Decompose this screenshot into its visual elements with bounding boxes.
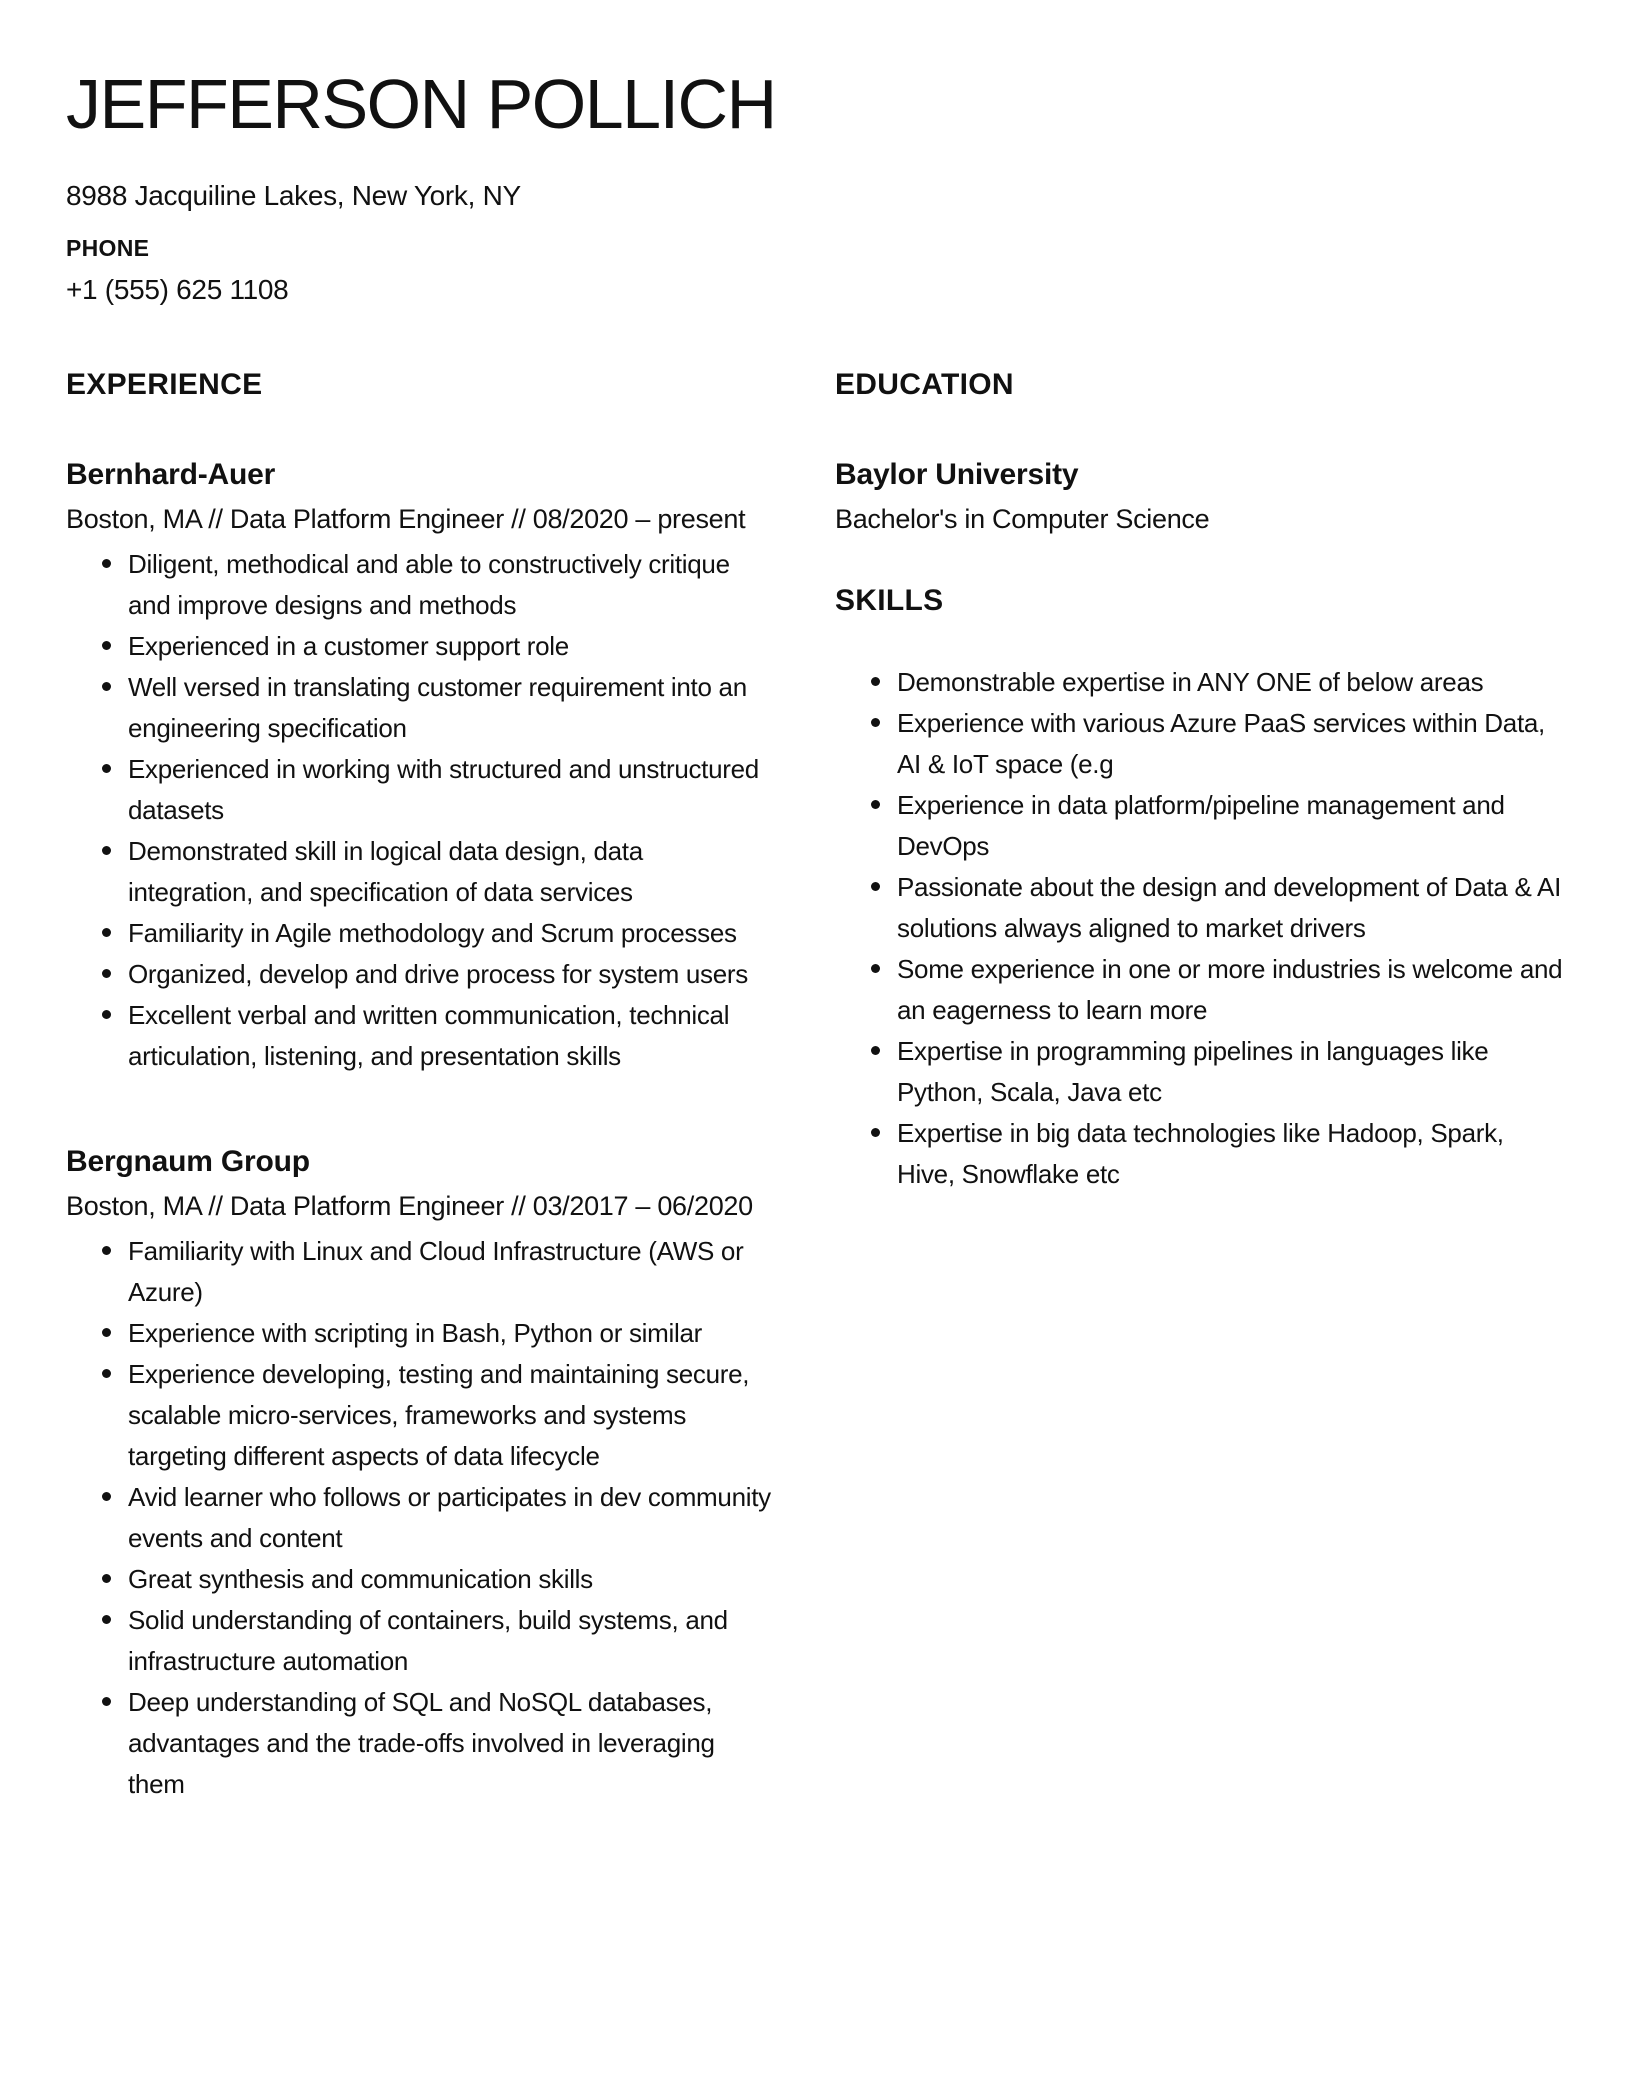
skills-section [835, 580, 1566, 1195]
job-entry-bergnaum-group [66, 1141, 771, 1805]
job-meta: Boston, MA // Data Platform Engineer // 08/2020 – present [66, 504, 746, 534]
bullet-item: Organized, develop and drive process for system users [128, 954, 771, 995]
person-name: JEFFERSON POLLICH [66, 65, 776, 143]
company-name: Bernhard-Auer [66, 458, 276, 491]
bullet-item: Experience developing, testing and maintaining secure, scalable micro-services, frameworks and systems targeting different aspects of data lifecycle [128, 1354, 771, 1477]
bullet-item: Demonstrable expertise in ANY ONE of below areas [897, 662, 1566, 703]
job-bullet-list [66, 1231, 771, 1805]
right-column [835, 364, 1566, 1805]
bullet-item: Excellent verbal and written communication, technical articulation, listening, and presentation skills [128, 995, 771, 1077]
job-meta: Boston, MA // Data Platform Engineer // 03/2017 – 06/2020 [66, 1191, 753, 1221]
bullet-item: Experienced in working with structured and unstructured datasets [128, 749, 771, 831]
bullet-item: Solid understanding of containers, build systems, and infrastructure automation [128, 1600, 771, 1682]
experience-section [66, 364, 771, 1805]
bullet-item: Familiarity in Agile methodology and Scrum processes [128, 913, 771, 954]
skills-title: SKILLS [835, 584, 944, 617]
bullet-item: Experience in data platform/pipeline management and DevOps [897, 785, 1566, 867]
address-line: 8988 Jacquiline Lakes, New York, NY [66, 180, 521, 211]
bullet-item: Familiarity with Linux and Cloud Infrastructure (AWS or Azure) [128, 1231, 771, 1313]
education-title: EDUCATION [835, 368, 1014, 401]
bullet-item: Demonstrated skill in logical data design, data integration, and specification of data services [128, 831, 771, 913]
phone-label: PHONE [66, 235, 150, 261]
experience-title: EXPERIENCE [66, 368, 263, 401]
company-name: Bergnaum Group [66, 1145, 310, 1178]
education-section [835, 364, 1566, 538]
phone-number: +1 (555) 625 1108 [66, 274, 289, 305]
bullet-item: Well versed in translating customer requirement into an engineering specification [128, 667, 771, 749]
bullet-item: Great synthesis and communication skills [128, 1559, 771, 1600]
bullet-item: Deep understanding of SQL and NoSQL databases, advantages and the trade-offs involved in leveraging them [128, 1682, 771, 1805]
job-bullet-list [66, 544, 771, 1077]
resume-body [66, 364, 1566, 1805]
bullet-item: Some experience in one or more industries is welcome and an eagerness to learn more [897, 949, 1566, 1031]
job-entry-bernhard-auer [66, 454, 771, 1077]
degree-line: Bachelor's in Computer Science [835, 504, 1210, 534]
bullet-item: Experience with various Azure PaaS services within Data, AI & IoT space (e.g [897, 703, 1566, 785]
bullet-item: Diligent, methodical and able to constructively critique and improve designs and methods [128, 544, 771, 626]
bullet-item: Expertise in programming pipelines in languages like Python, Scala, Java etc [897, 1031, 1566, 1113]
bullet-item: Avid learner who follows or participates in dev community events and content [128, 1477, 771, 1559]
bullet-item: Expertise in big data technologies like Hadoop, Spark, Hive, Snowflake etc [897, 1113, 1566, 1195]
bullet-item: Passionate about the design and development of Data & AI solutions always aligned to market drivers [897, 867, 1566, 949]
skills-bullet-list [835, 662, 1566, 1195]
bullet-item: Experienced in a customer support role [128, 626, 771, 667]
bullet-item: Experience with scripting in Bash, Python or similar [128, 1313, 771, 1354]
resume-header [66, 0, 1566, 310]
phone-block [66, 232, 1566, 310]
school-name: Baylor University [835, 458, 1079, 491]
